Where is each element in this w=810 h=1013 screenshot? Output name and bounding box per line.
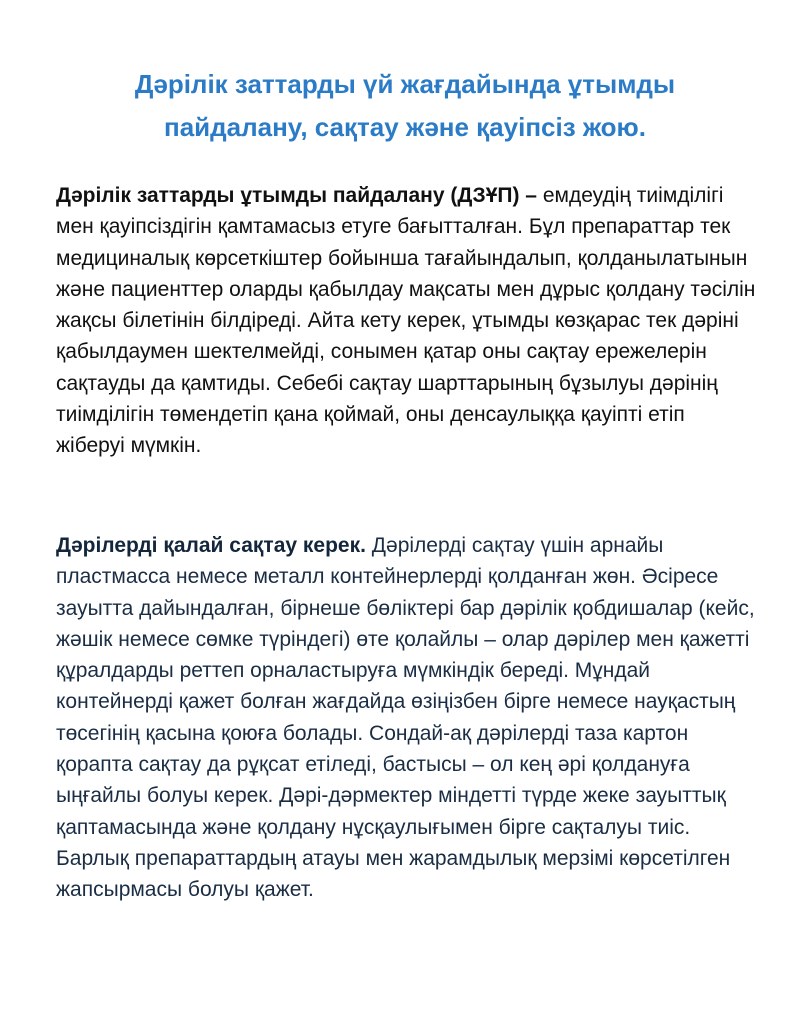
paragraph-storage-text: Дәрілерді сақтау үшін арнайы пластмасса немесе металл контейнерлерді қолданған жөн. Әсіресе зауытта дайындалған, бірнеше бөліктері бар дәрілік қобдишалар (кейс, жәшік немесе сөмке түріндегі) өте қолайлы – олар дәрілер мен қажетті құралдарды реттеп орналастыруға мүмкіндік береді. Мұндай контейнерді қажет болған жағдайда өзіңізбен бірге немесе науқастың төсегінің қасына қоюға болады. Сондай-ақ дәрілерді таза картон қорапта сақтау да рұқсат етіледі, бастысы – ол кең әрі қолдануға ыңғайлы болуы керек. Дәрі-дәрмектер міндетті түрде жеке зауыттық қаптамасында және қолдану нұсқаулығымен бірге сақталуы тиіс. Барлық препараттардың атауы мен жарамдылық мерзімі көрсетілген жапсырмасы болуы қажет.: [56, 534, 755, 902]
page-title: [56, 63, 754, 149]
paragraph-storage: [56, 530, 756, 906]
paragraph-rational-use: [56, 180, 756, 462]
paragraph-storage-lead: Дәрілерді қалай сақтау керек.: [56, 534, 366, 557]
paragraph-rational-use-lead: Дәрілік заттарды ұтымды пайдалану (ДЗҰП) –: [56, 184, 537, 207]
paragraph-rational-use-text: емдеудің тиімділігі мен қауіпсіздігін қамтамасыз етуге бағытталған. Бұл препараттар тек медициналық көрсеткіштер бойынша тағайындалып, қолданылатынын және пациенттер оларды қабылдау мақсаты мен дұрыс қолдану тәсілін жақсы білетінін білдіреді. Айта кету керек, ұтымды көзқарас тек дәріні қабылдаумен шектелмейді, сонымен қатар оны сақтау ережелерін сақтауды да қамтиды. Себебі сақтау шарттарының бұзылуы дәрінің тиімділігін төмендетіп қана қоймай, оны денсаулыққа қауіпті етіп жіберуі мүмкін.: [56, 184, 756, 458]
title-line-2: пайдалану, сақтау және қауіпсіз жою.: [164, 112, 646, 142]
title-line-1: Дәрілік заттарды үй жағдайында ұтымды: [134, 69, 676, 99]
